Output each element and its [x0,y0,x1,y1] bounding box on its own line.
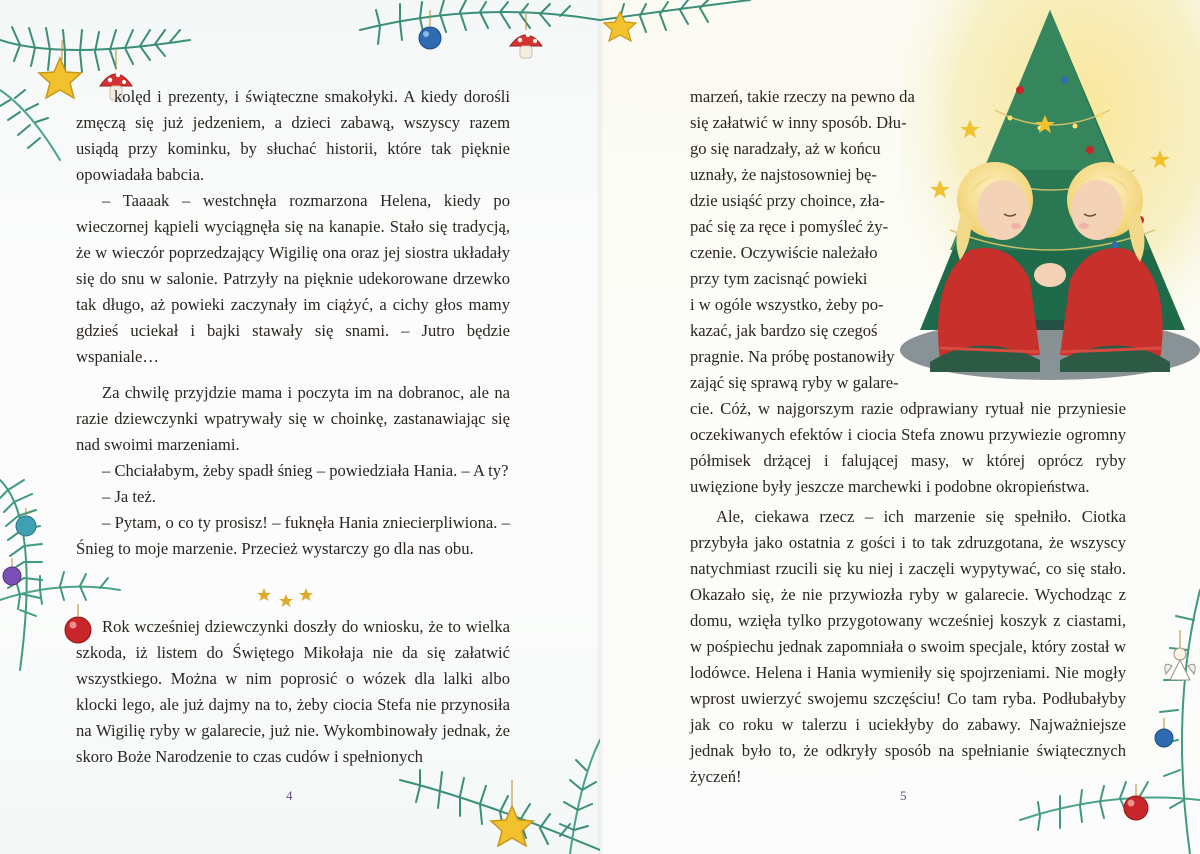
text-line: przy tym zacisnąć powieki [690,269,868,288]
paragraph: Za chwilę przyjdzie mama i poczyta im na dobranoc, ale na razie dziewczynki wpatrywały się w choinkę, zastanawiając się nad swoimi marzeniami. [76,383,510,454]
left-page-text [76,84,510,770]
joined-hands [1034,263,1066,287]
fir-branch-top-center-right [600,0,760,70]
paragraph: Rok wcześniej dziewczynki doszły do wniosku, że to wielka szkoda, iż listem do Świętego Mikołaja nie da się załatwić wszystkiego. Można w nim poprosić o wózek dla lalki albo klocki lego, ale już dajmy na to, żeby ciocia Stefa nie przynosiła na Wigilię ryby w galarecie, już nie. Wykombinowały jednak, że skoro Boże Narodzenie to czas cudów i spełnionych [76,617,510,766]
book-gutter [596,0,604,854]
text-line: marzeń, takie rzeczy na pewno da [690,87,915,106]
text-line: zająć się sprawą ryby w galare- [690,373,899,392]
page-number-right: 5 [900,788,907,803]
text-line: uznały, że najstosowniej bę- [690,165,877,184]
paragraph: – Pytam, o co ty prosisz! – fuknęła Hania zniecierpliwiona. – Śnieg to moje marzenie. Przecież wystarczy go dla nas obu. [76,513,510,558]
christmas-tree-illustration [900,0,1200,384]
paragraph: cie. Cóż, w najgorszym razie odprawiany rytuał nie przyniesie oczekiwanych efektów i ciocia Stefa znowu przywiezie ogromny półmisek drżącej i falującej masy, w której oprócz ryby uwięzione były jeszcze marchewki i podobne okropieństwa. [690,399,1126,496]
star-icon [279,594,293,607]
fir-branch-top-center [360,0,600,80]
star-ornament [491,780,533,846]
paragraph: – Chciałabym, żeby spadł śnieg – powiedziała Hania. – A ty? [102,461,509,480]
bauble-ornament [3,558,21,585]
text-line: kazać, jak bardzo się czegoś [690,321,878,340]
section-divider-stars [256,586,316,610]
text-line: go się naradzały, aż w końcu [690,139,881,158]
right-page-narrow-text [690,84,928,396]
right-page-wide-text [690,396,1126,790]
paragraph: – Ja też. [102,487,156,506]
mushroom-ornament [510,14,542,58]
text-line: pragnie. Na próbę postanowiły [690,347,895,366]
paragraph: kolęd i prezenty, i świąteczne smakołyki. A kiedy dorośli zmęczą się już jedzeniem, a dzieci zabawą, wszyscy razem usiądą przy kominku, by słuchać historii, które tak pięknie opowiadała babcia. [76,87,510,184]
text-line: czenie. Oczywiście należało [690,243,878,262]
bauble-ornament [1155,718,1173,747]
star-icon [299,588,313,601]
text-line: pać się za ręce i pomyśleć ży- [690,217,889,236]
text-line: dzie usiąść przy choince, zła- [690,191,885,210]
page-number-left: 4 [286,788,293,803]
paragraph: Ale, ciekawa rzecz – ich marzenie się spełniło. Ciotka przybyła jako ostatnia z gości i to tak zdruzgotana, że wszyscy natychmiast rzucili się ku niej i zaczęli wypytywać, co się stało. Okazało się, że nie przywiozła ryby w galarecie. Wychodząc z domu, wzięła tylko przygotowany wcześniej koszyk z ciastami, w pośpiechu jednak zapomniała o swoim specjale, który został w lodówce. Helena i Hania wymieniły się spojrzeniami. Nie mogły wprost uwierzyć swojemu szczęściu! Co tam ryba. Podłubałyby jak co roku w talerzu i uciekłyby do zabawy. Najważniejsze jednak było to, że odkryły sposób na spełnianie świątecznych życzeń! [690,507,1126,786]
text-line: się załatwić w inny sposób. Dłu- [690,113,907,132]
text-line: i w ogóle wszystko, żeby po- [690,295,884,314]
paragraph: – Taaaak – westchnęła rozmarzona Helena, kiedy po wieczornej kąpieli wyciągnęła się na kanapie. Stało się tradycją, że w wieczór poprzedzający Wigilię ona oraz jej siostra układały się do snu w salonie. Patrzyły na pięknie udekorowane drzewko tak długo, aż powieki zaczynały im ciążyć, a cichy głos mamy gdzieś uciekał i bajki stawały się snami. – Jutro będzie wspaniale… [76,191,510,366]
star-icon [257,588,271,601]
